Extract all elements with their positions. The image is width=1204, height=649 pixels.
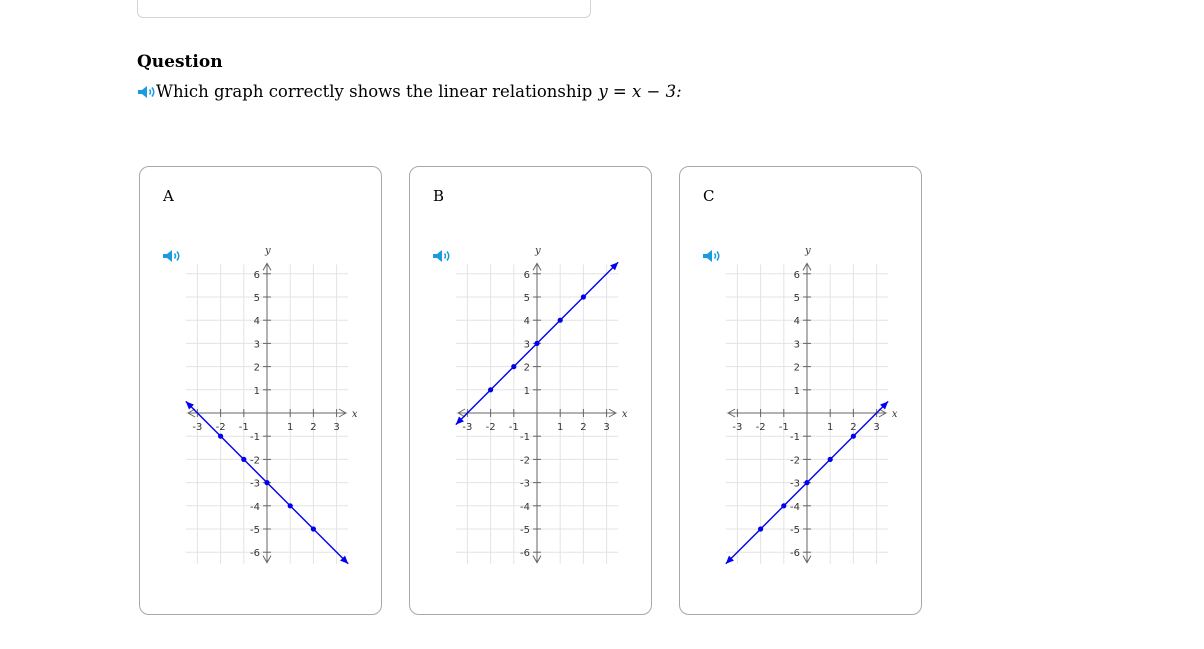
svg-text:-4: -4 [250, 501, 260, 513]
question-heading: Question [137, 52, 223, 72]
svg-text:4: 4 [523, 316, 530, 328]
svg-text:3: 3 [873, 422, 880, 433]
question-text: Which graph correctly shows the linear relationship [156, 82, 593, 101]
graph-b [410, 167, 653, 616]
svg-text:y: y [535, 245, 541, 257]
svg-text:6: 6 [793, 269, 800, 281]
svg-text:3: 3 [793, 339, 800, 351]
svg-text:2: 2 [523, 362, 530, 374]
svg-text:-4: -4 [790, 501, 800, 513]
svg-text:1: 1 [253, 385, 260, 397]
svg-text:-2: -2 [215, 422, 226, 433]
svg-text:x: x [351, 409, 358, 420]
svg-text:-1: -1 [778, 422, 789, 433]
svg-text:-1: -1 [238, 422, 249, 433]
svg-text:2: 2 [253, 362, 260, 374]
svg-text:1: 1 [287, 422, 294, 433]
option-label: C [703, 187, 715, 205]
svg-text:-2: -2 [790, 455, 800, 467]
svg-text:2: 2 [850, 422, 857, 433]
option-card-a[interactable] [139, 166, 382, 615]
svg-text:-3: -3 [790, 478, 800, 490]
svg-text:-2: -2 [755, 422, 766, 433]
svg-text:-1: -1 [250, 432, 260, 444]
svg-text:-3: -3 [520, 478, 530, 490]
question-equation: y = x − 3: [598, 82, 682, 101]
svg-text:6: 6 [253, 269, 260, 281]
svg-text:y: y [265, 245, 271, 257]
svg-text:-2: -2 [250, 455, 260, 467]
option-label: B [433, 187, 445, 205]
svg-text:-1: -1 [790, 432, 800, 444]
svg-text:4: 4 [253, 316, 260, 328]
svg-text:5: 5 [793, 293, 800, 304]
graph-a [140, 167, 383, 616]
svg-text:-3: -3 [192, 422, 203, 433]
svg-text:4: 4 [793, 316, 800, 328]
svg-text:2: 2 [310, 422, 317, 433]
svg-text:-5: -5 [520, 525, 530, 536]
svg-text:-2: -2 [520, 455, 530, 467]
svg-text:-4: -4 [520, 501, 530, 513]
previous-content-box [137, 0, 591, 18]
svg-text:x: x [891, 409, 898, 420]
svg-text:-1: -1 [520, 432, 530, 444]
svg-text:2: 2 [580, 422, 587, 433]
svg-text:3: 3 [333, 422, 340, 433]
svg-text:1: 1 [523, 385, 530, 397]
svg-text:2: 2 [793, 362, 800, 374]
svg-text:-3: -3 [250, 478, 260, 490]
svg-text:-1: -1 [508, 422, 519, 433]
svg-text:1: 1 [793, 385, 800, 397]
svg-text:y: y [805, 245, 811, 257]
svg-text:-6: -6 [790, 548, 800, 560]
svg-text:3: 3 [603, 422, 610, 433]
svg-text:1: 1 [827, 422, 834, 433]
svg-text:-6: -6 [520, 548, 530, 560]
svg-text:3: 3 [523, 339, 530, 351]
svg-text:-5: -5 [790, 525, 800, 536]
svg-text:3: 3 [253, 339, 260, 351]
svg-text:1: 1 [557, 422, 564, 433]
svg-text:5: 5 [253, 293, 260, 304]
svg-text:-3: -3 [732, 422, 743, 433]
svg-text:-3: -3 [462, 422, 473, 433]
speaker-icon[interactable] [137, 85, 156, 99]
question-prompt [137, 82, 682, 101]
svg-text:-2: -2 [485, 422, 496, 433]
svg-text:-5: -5 [250, 525, 260, 536]
graph-c [680, 167, 923, 616]
option-card-b[interactable] [409, 166, 652, 615]
svg-text:-6: -6 [250, 548, 260, 560]
svg-text:x: x [621, 409, 628, 420]
option-card-c[interactable] [679, 166, 922, 615]
svg-text:5: 5 [523, 293, 530, 304]
option-label: A [163, 187, 174, 205]
svg-text:6: 6 [523, 269, 530, 281]
